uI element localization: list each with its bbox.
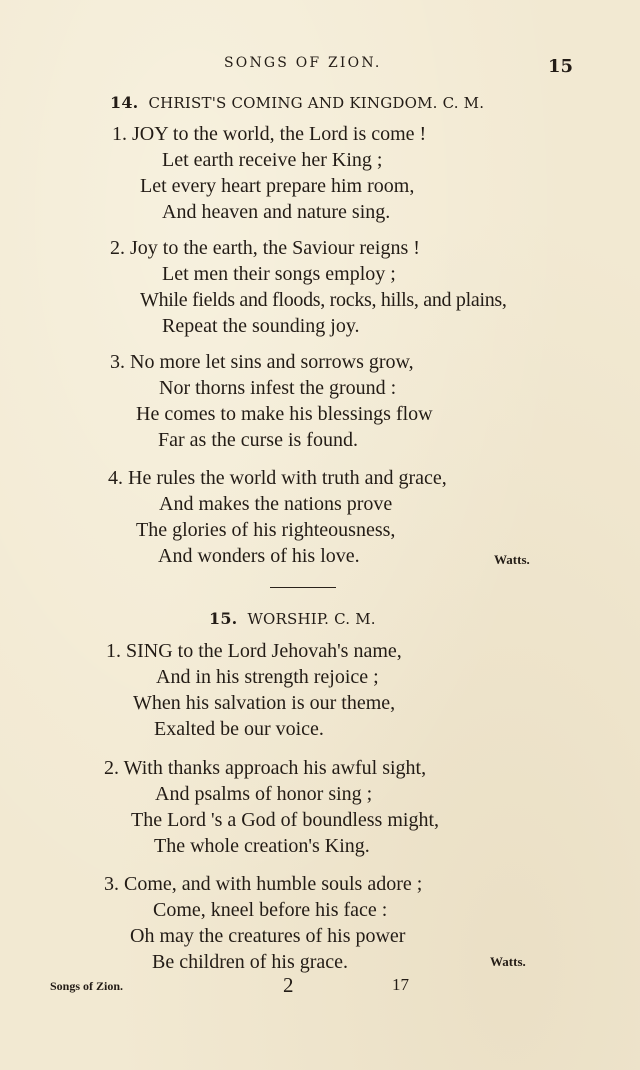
hymn-14-verse-4-line-3: The glories of his righteousness, [136,519,396,541]
verse-line-text: JOY to the world, the Lord is come ! [132,123,427,145]
hymn-15-verse-1-line-1 [106,639,402,663]
page-number: 15 [548,56,574,77]
hymn-14-author: Watts. [494,552,530,567]
hymn-14-verse-1-line-2: Let earth receive her King ; [162,149,383,171]
hymn-15-author: Watts. [490,954,526,969]
footer-signature-mark: 2 [283,973,294,997]
verse-line-text: Joy to the earth, the Saviour reigns ! [130,237,420,259]
hymn-14-verse-4-line-4: And wonders of his love. [158,545,360,567]
verse-number: 1. [106,640,121,662]
verse-line-text: No more let sins and sorrows grow, [130,351,414,373]
hymn-15-verse-2-line-3: The Lord 's a God of boundless might, [131,809,440,831]
verse-number: 3. [110,351,125,373]
hymn-14-verse-1-line-3: Let every heart prepare him room, [140,175,415,197]
hymn-15-verse-2-line-1 [104,756,426,780]
verse-number: 2. [104,757,119,779]
hymn-14-verse-2-line-4: Repeat the sounding joy. [162,315,360,337]
footer-book-title: Songs of Zion. [50,979,124,993]
hymn-15-verse-3-line-1 [104,872,422,896]
hymn-15-verse-3-line-3: Oh may the creatures of his power [130,925,406,947]
hymn-14-verse-3-line-1 [110,350,414,374]
hymn-15-verse-1-line-4: Exalted be our voice. [154,718,324,740]
hymn-15-number: 15. [209,609,238,628]
hymn-15-verse-2-line-2: And psalms of honor sing ; [155,783,373,805]
hymn-14-verse-4-line-2: And makes the nations prove [159,493,393,515]
hymn-14-heading: CHRIST'S COMING AND KINGDOM. C. M. [148,94,485,112]
verse-number: 3. [104,873,119,895]
verse-number: 4. [108,467,123,489]
hymn-15-title [209,609,376,628]
verse-number: 1. [112,123,127,145]
hymn-14-title [110,93,484,112]
footer-number: 17 [392,975,409,994]
verse-line-text: Come, and with humble souls adore ; [124,873,423,895]
hymn-15-verse-3-line-4: Be children of his grace. [152,951,349,973]
hymn-14-verse-3-line-3: He comes to make his blessings flow [136,403,433,425]
hymn-15-verse-2-line-4: The whole creation's King. [154,835,370,857]
hymn-14-verse-3-line-4: Far as the curse is found. [158,429,358,451]
running-head: SONGS OF ZION. [224,55,382,71]
hymn-15-heading: WORSHIP. C. M. [247,610,376,628]
hymn-15-verse-1-line-3: When his salvation is our theme, [133,692,396,714]
hymn-14-verse-2-line-2: Let men their songs employ ; [162,263,396,285]
verse-line-text: With thanks approach his awful sight, [123,757,427,779]
hymn-14-verse-4-line-1 [108,466,447,490]
hymn-14-number: 14. [110,93,139,112]
hymn-14-verse-2-line-1 [110,236,420,260]
hymn-14-verse-1-line-4: And heaven and nature sing. [162,201,391,223]
hymn-divider-rule [270,587,336,588]
hymn-15-verse-3-line-2: Come, kneel before his face : [153,899,388,921]
hymn-15-verse-1-line-2: And in his strength rejoice ; [156,666,379,688]
hymn-14-verse-2-line-3: While fields and floods, rocks, hills, and plains, [140,289,507,311]
verse-line-text: He rules the world with truth and grace, [128,467,447,489]
hymn-14-verse-3-line-2: Nor thorns infest the ground : [159,377,397,399]
verse-line-text: SING to the Lord Jehovah's name, [126,640,402,662]
verse-number: 2. [110,237,125,259]
hymn-14-verse-1-line-1 [112,122,426,146]
